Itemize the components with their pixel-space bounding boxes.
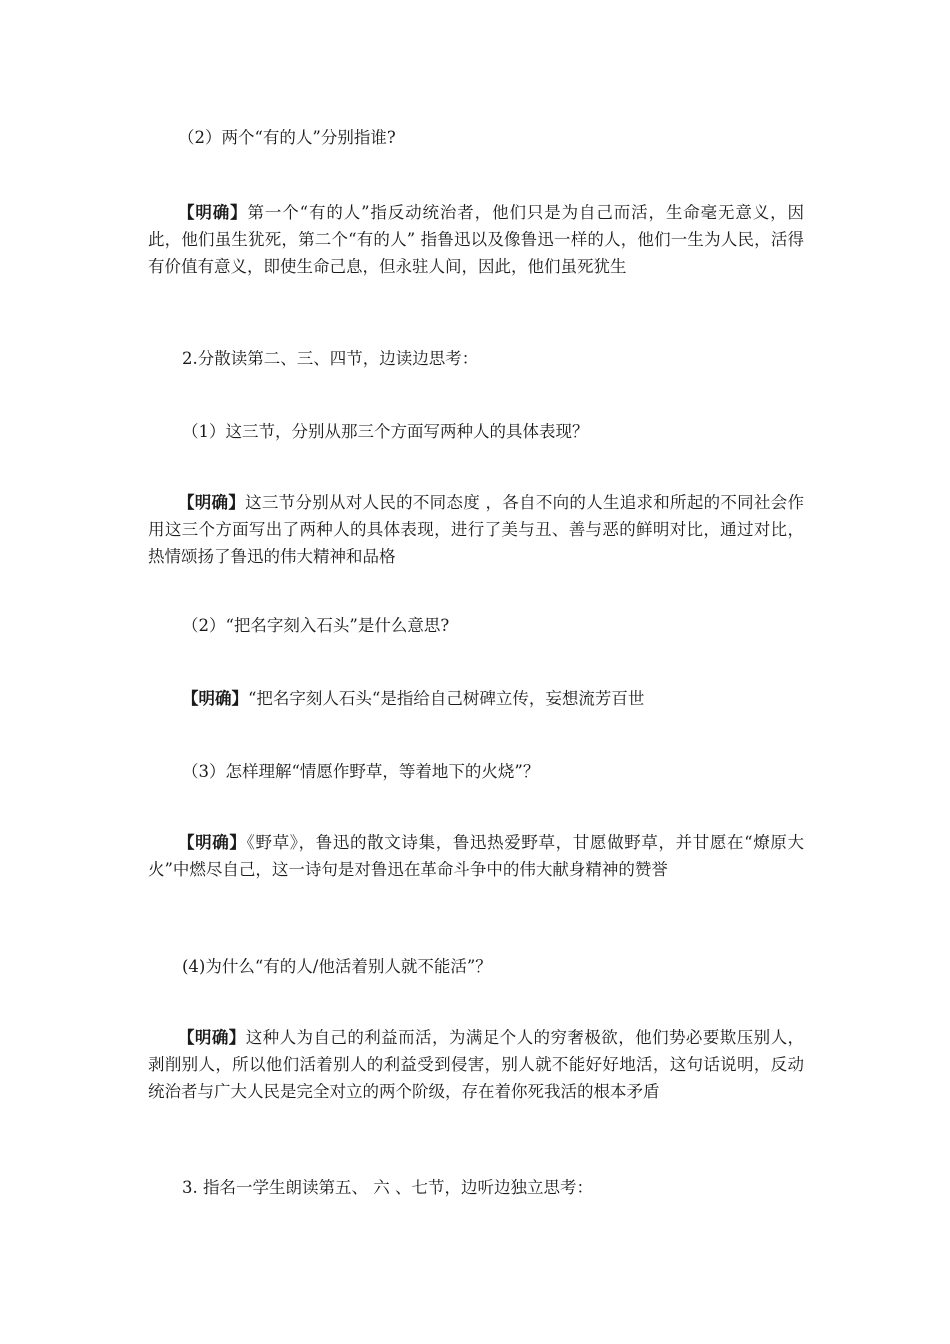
question-text: （2）两个“有的人”分别指谁? <box>178 128 396 147</box>
answer-label: 【明确】 <box>178 1028 246 1047</box>
question-text: （1）这三节，分别从那三个方面写两种人的具体表现？ <box>182 422 589 441</box>
answer-paragraph-4 <box>148 829 804 883</box>
answer-paragraph-3 <box>148 685 804 712</box>
step-text: 3. 指名一学生朗读第五、 六 、七节，边听边独立思考： <box>182 1178 593 1197</box>
answer-paragraph-1 <box>148 199 804 280</box>
answer-label: 【明确】 <box>178 833 247 852</box>
answer-paragraph-5 <box>148 1024 804 1105</box>
step-text: 2.分散读第二、三、四节，边读边思考： <box>182 349 479 368</box>
question-4-cannot-live <box>148 953 804 980</box>
answer-text: 第一个“有的人”指反动统治者，他们只是为自己而活，生命毫无意义，因此，他们虽生犹死，第二个“有的人” 指鲁迅以及像鲁迅一样的人，他们一生为人民，活得有价值有意义，即使生命己息，但永驻人间，因此，他们虽死犹生 <box>148 203 804 276</box>
step-2-heading <box>148 345 804 372</box>
answer-text: 这三节分别从对人民的不同态度 ，各自不向的人生追求和所起的不同社会作用这三个方面写出了两种人的具体表现，进行了美与丑、善与恶的鲜明对比，通过对比，热情颂扬了鲁迅的伟大精神和品格 <box>148 493 804 566</box>
step-3-heading <box>148 1174 804 1201</box>
question-3-wild-grass <box>148 758 804 785</box>
answer-text: 这种人为自己的利益而活，为满足个人的穷奢极欲，他们势必要欺压别人，剥削别人，所以他们活着别人的利益受到侵害，别人就不能好好地活，这句话说明，反动统治者与广大人民是完全对立的两个阶级，存在着你死我活的根本矛盾 <box>148 1028 805 1101</box>
question-1-three-aspects <box>148 418 804 445</box>
answer-paragraph-2 <box>148 489 804 570</box>
question-text: （2）“把名字刻入石头”是什么意思? <box>182 616 450 635</box>
question-2-who-are-people <box>148 124 804 151</box>
answer-text: 《野草》，鲁迅的散文诗集，鲁迅热爱野草，甘愿做野草，并甘愿在“燎原大火”中燃尽自己，这一诗句是对鲁迅在革命斗争中的伟大献身精神的赞誉 <box>148 833 805 879</box>
question-text: (4)为什么“有的人/他活着别人就不能活”？ <box>182 957 492 976</box>
answer-label: 【明确】 <box>178 493 246 512</box>
answer-label: 【明确】 <box>178 203 248 222</box>
answer-label: 【明确】 <box>182 689 248 708</box>
answer-text: “把名字刻人石头“是指给自己树碑立传，妄想流芳百世 <box>248 689 645 708</box>
question-text: （3）怎样理解“情愿作野草，等着地下的火烧”？ <box>182 762 540 781</box>
question-2-carve-name <box>148 612 804 639</box>
